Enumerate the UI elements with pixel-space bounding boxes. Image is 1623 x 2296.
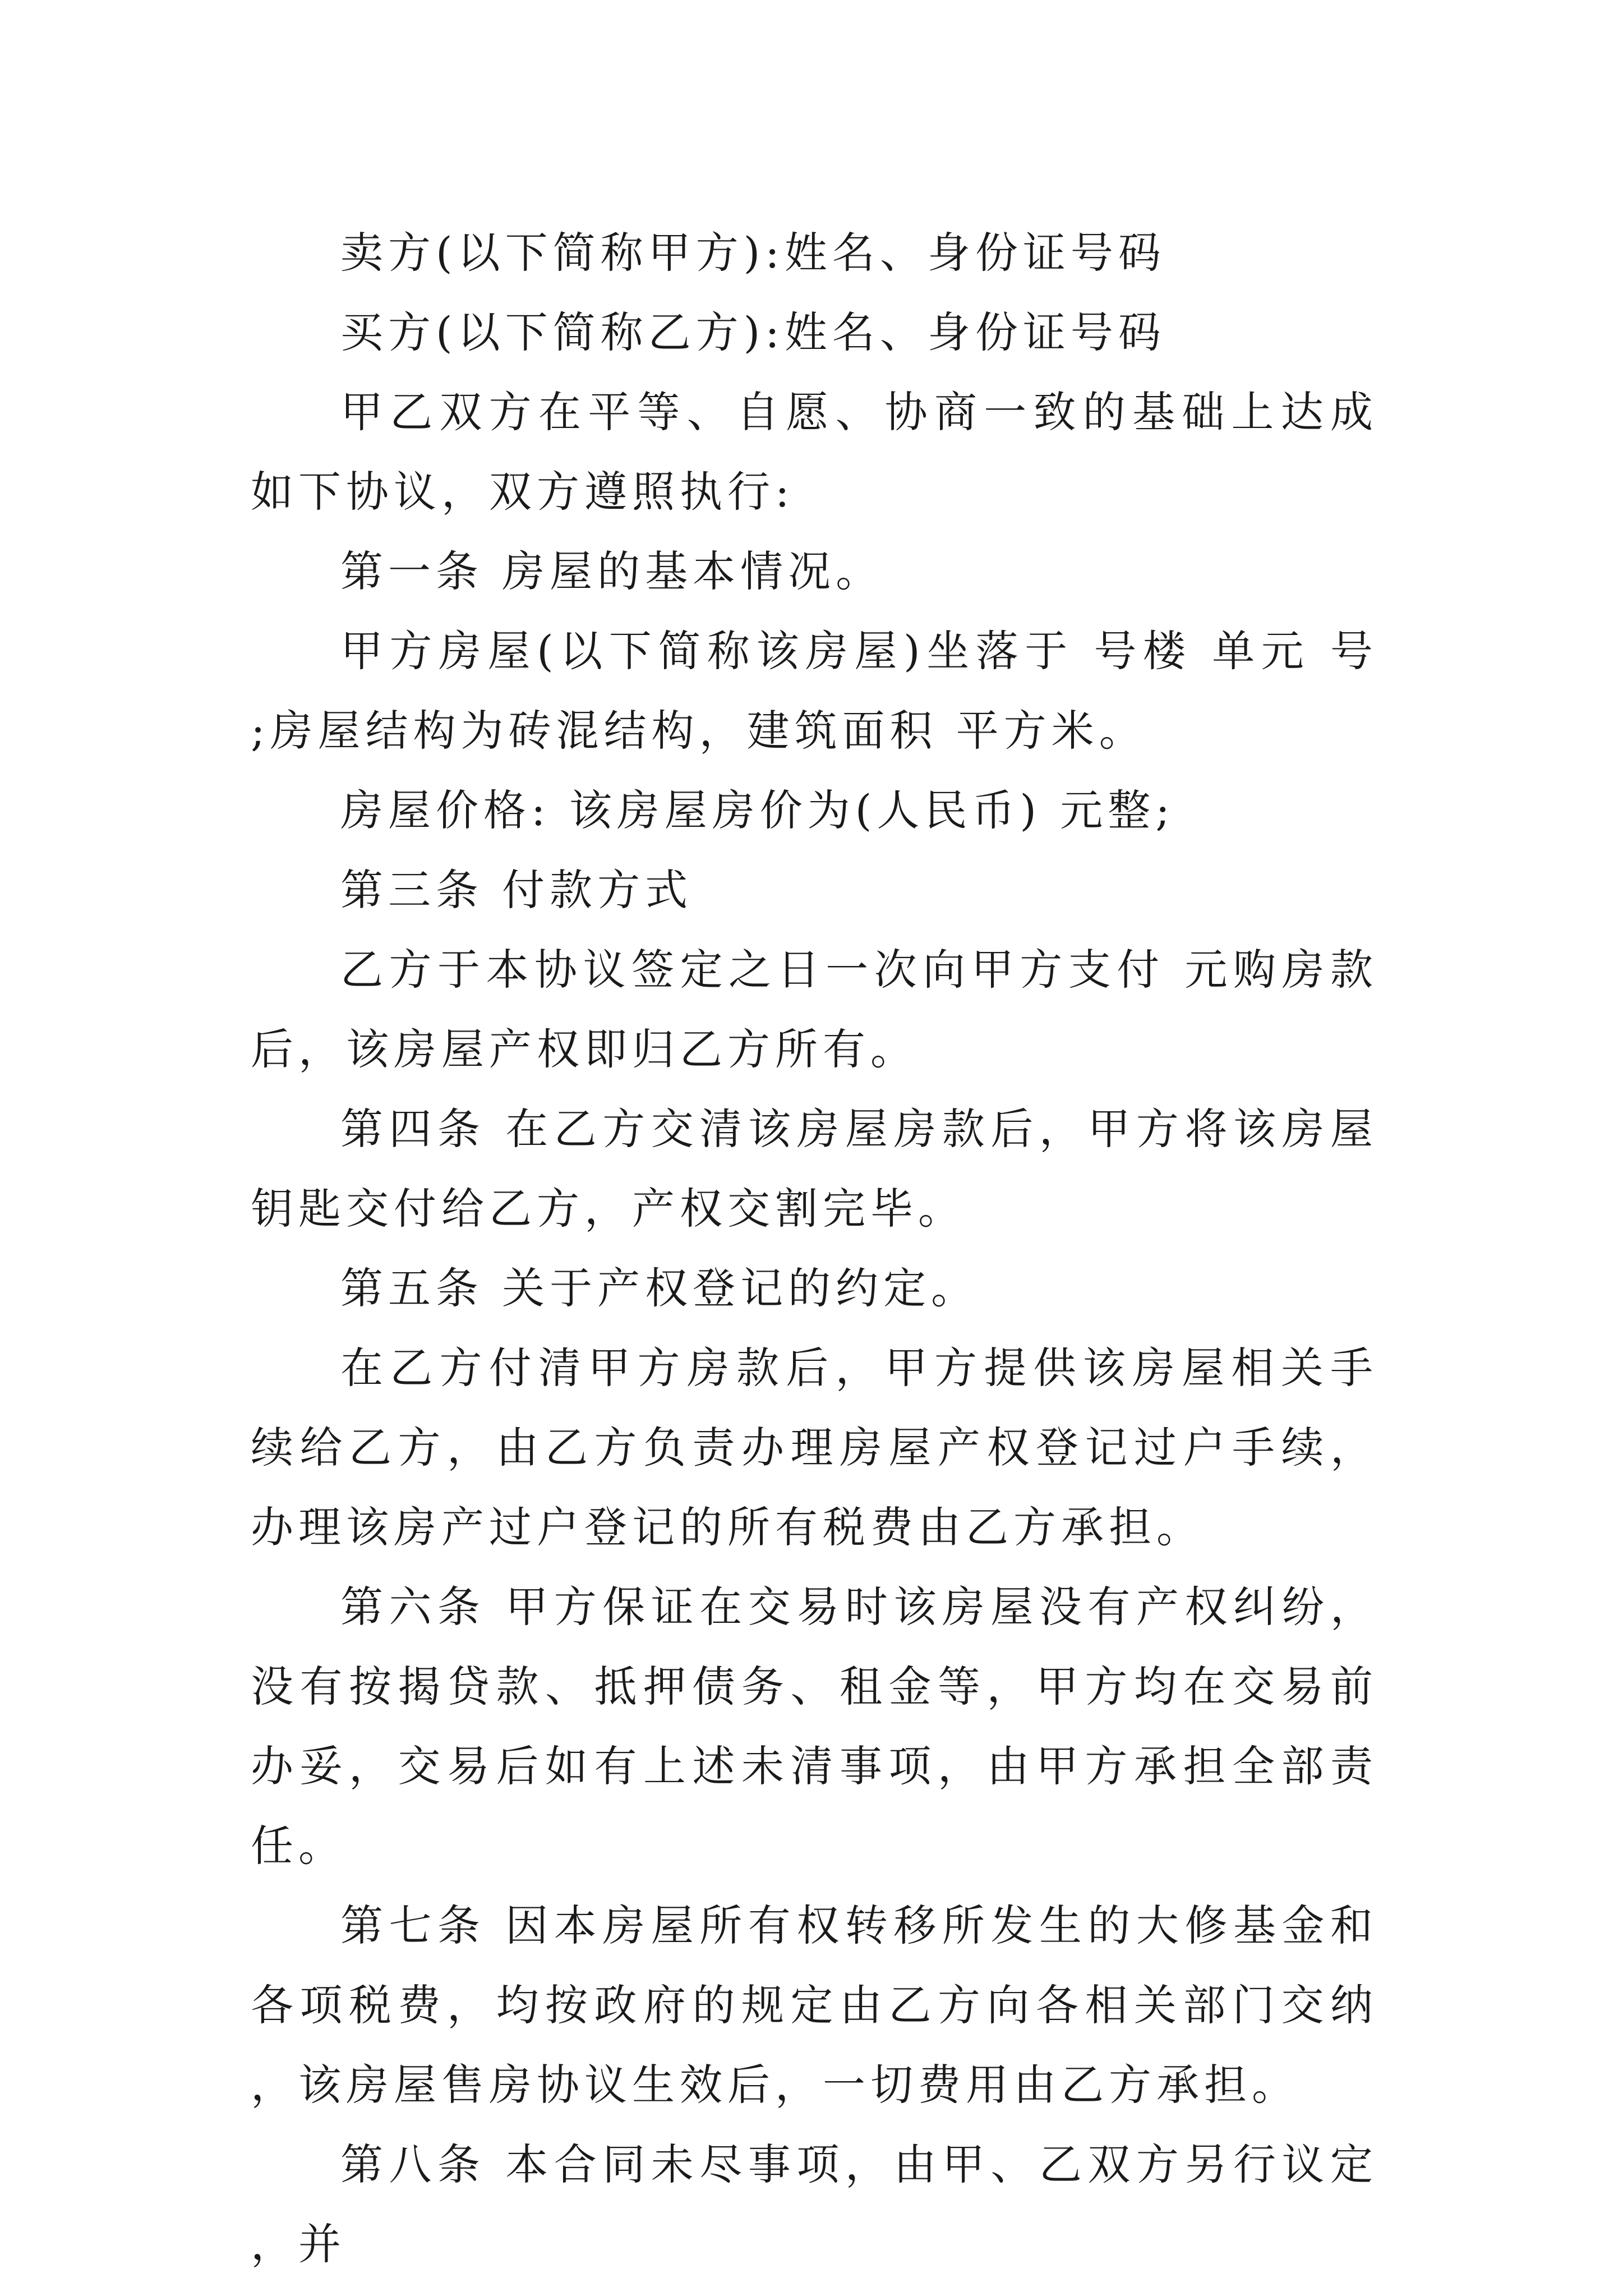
article-4: 第四条 在乙方交清该房屋房款后，甲方将该房屋钥匙交付给乙方，产权交割完毕。 (251, 1104, 1378, 1234)
seller-line: 卖方(以下简称甲方):姓名、身份证号码 (340, 228, 1166, 278)
article-7: 第七条 因本房屋所有权转移所发生的大修基金和各项税费，均按政府的规定由乙方向各相关部门交纳，该房屋售房协议生效后，一切费用由乙方承担。 (251, 1901, 1378, 2110)
article-3-body: 乙方于本协议签定之日一次向甲方支付 元购房款后，该房屋产权即归乙方所有。 (251, 945, 1378, 1074)
article-8: 第八条 本合同未尽事项，由甲、乙双方另行议定，并 (251, 2139, 1378, 2269)
article-1-heading: 第一条 房屋的基本情况。 (340, 546, 884, 596)
article-5-heading: 第五条 关于产权登记的约定。 (340, 1263, 979, 1313)
agreement-intro: 甲乙双方在平等、自愿、协商一致的基础上达成如下协议，双方遵照执行: (251, 387, 1378, 517)
document-body (251, 213, 1378, 2284)
article-5-body: 在乙方付清甲方房款后，甲方提供该房屋相关手续给乙方，由乙方负责办理房屋产权登记过户手续，办理该房产过户登记的所有税费由乙方承担。 (251, 1343, 1378, 1552)
article-1-body: 甲方房屋(以下简称该房屋)坐落于 号楼 单元 号 ;房屋结构为砖混结构，建筑面积 平方米。 (251, 626, 1378, 756)
buyer-line: 买方(以下简称乙方):姓名、身份证号码 (340, 307, 1166, 357)
house-price: 房屋价格: 该房屋房价为(人民币) 元整; (340, 785, 1175, 835)
article-6: 第六条 甲方保证在交易时该房屋没有产权纠纷，没有按揭贷款、抵押债务、租金等，甲方均在交易前办妥，交易后如有上述未清事项，由甲方承担全部责任。 (251, 1582, 1378, 1871)
article-3-heading: 第三条 付款方式 (340, 865, 693, 915)
